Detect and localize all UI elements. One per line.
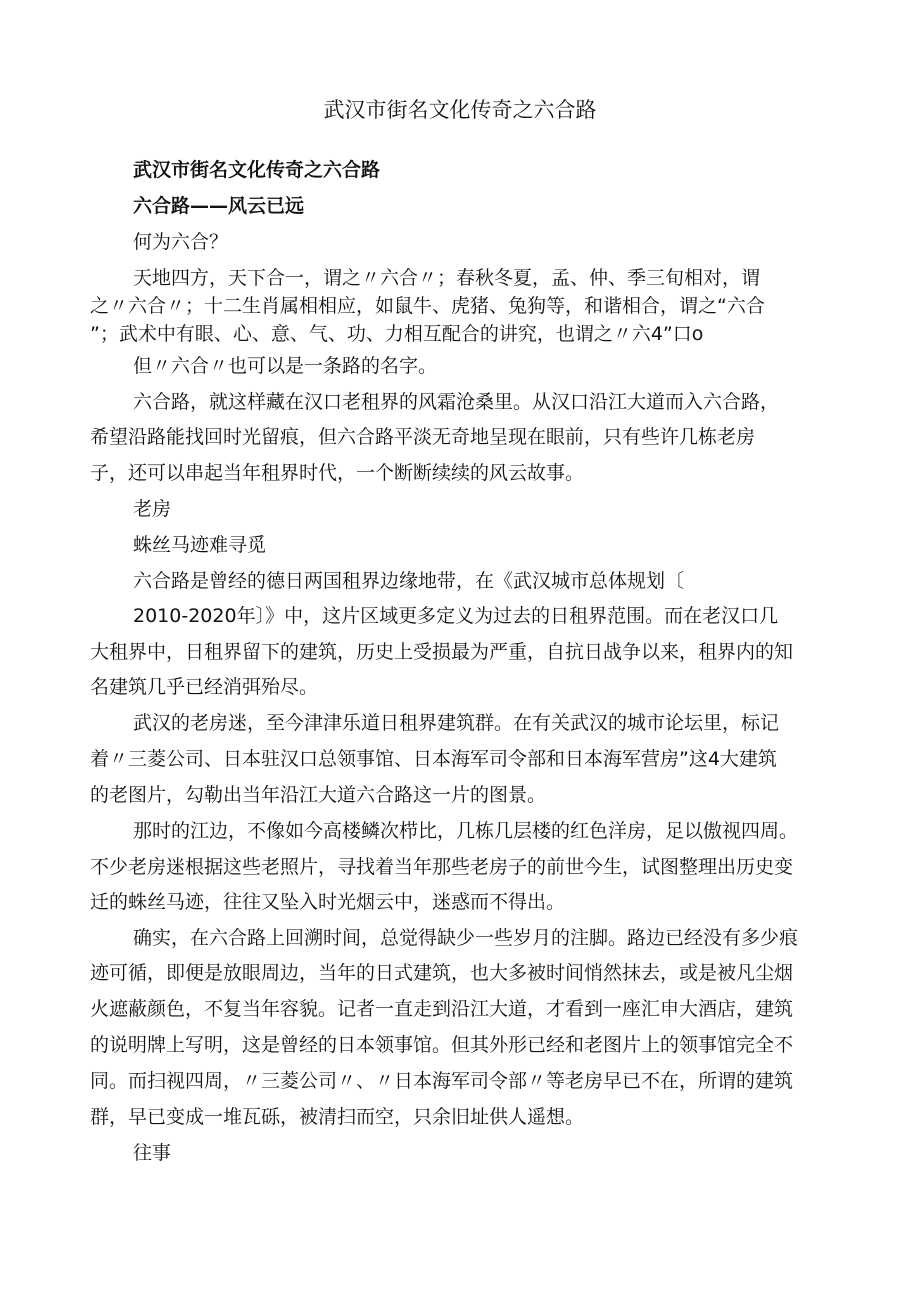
section-subheading: 蛛丝马迹难寻觅 — [133, 534, 267, 556]
body-line: 何为六合？ — [133, 231, 229, 253]
body-line: 着〃三菱公司、日本驻汉口总领事馆、日本海军司令部和日本海军营房”这4大建筑 — [90, 748, 777, 770]
document-title: 武汉市街名文化传奇之六合路 — [323, 98, 597, 122]
body-line: 名建筑几乎已经消弭殆尽。 — [90, 676, 319, 698]
body-line: 群，早已变成一堆瓦砾，被清扫而空，只余旧址供人遥想。 — [90, 1106, 585, 1128]
body-line: 不少老房迷根据这些老照片，寻找着当年那些老房子的前世今生，试图整理出历史变 — [90, 856, 794, 878]
body-line: 武汉的老房迷，至今津津乐道日租界建筑群。在有关武汉的城市论坛里，标记 — [133, 712, 780, 734]
body-line: 天地四方，天下合一，谓之〃六合〃；春秋冬夏，孟、仲、季三旬相对，谓 — [133, 267, 761, 289]
body-line: 那时的江边，不像如今高楼鳞次栉比，几栋几层楼的红色洋房，足以傲视四周。 — [133, 820, 799, 842]
article-heading: 武汉市街名文化传奇之六合路 — [133, 159, 381, 181]
body-line: 大租界中，日租界留下的建筑，历史上受损最为严重，自抗日战争以来，租界内的知 — [90, 641, 794, 663]
body-line: 六合路，就这样藏在汉口老租界的风霜沧桑里。从汉口沿江大道而入六合路， — [133, 391, 780, 413]
article-subheading: 六合路——风云已远 — [133, 195, 305, 217]
body-line: 迹可循，即便是放眼周边，当年的日式建筑，也大多被时间悄然抹去，或是被凡尘烟 — [90, 962, 794, 984]
body-line: 六合路是曾经的德日两国租界边缘地带，在《武汉城市总体规划〔 — [133, 570, 685, 592]
body-line: 火遮蔽颜色，不复当年容貌。记者一直走到沿江大道，才看到一座汇申大酒店，建筑 — [90, 998, 794, 1020]
section-heading: 老房 — [133, 498, 172, 520]
body-line: 的说明牌上写明，这是曾经的日本领事馆。但其外形已经和老图片上的领事馆完全不 — [90, 1034, 794, 1056]
body-line: 希望沿路能找回时光留痕，但六合路平淡无奇地呈现在眼前，只有些许几栋老房 — [90, 426, 756, 448]
body-line: 2010-2020年〕》中，这片区域更多定义为过去的日租界范围。而在老汉口几 — [133, 605, 779, 627]
body-line: 确实，在六合路上回溯时间，总觉得缺少一些岁月的注脚。路边已经没有多少痕 — [133, 927, 799, 949]
body-line: 子，还可以串起当年租界时代，一个断断续续的风云故事。 — [90, 462, 585, 484]
section-heading: 往事 — [133, 1142, 172, 1164]
body-line: 但〃六合〃也可以是一条路的名字。 — [133, 355, 438, 377]
body-line: 的老图片，勾勒出当年沿江大道六合路这一片的图景。 — [90, 784, 547, 806]
body-line: 之〃六合〃；十二生肖属相相应，如鼠牛、虎猪、兔狗等，和谐相合，谓之“六合 — [90, 295, 765, 317]
body-line: ”；武术中有眼、心、意、气、功、力相互配合的讲究，也谓之〃六4”口o — [90, 323, 704, 345]
body-line: 迁的蛛丝马迹，往往又坠入时光烟云中，迷惑而不得出。 — [90, 891, 566, 913]
body-line: 同。而扫视四周，〃三菱公司〃、〃日本海军司令部〃等老房早已不在，所谓的建筑 — [90, 1070, 794, 1092]
